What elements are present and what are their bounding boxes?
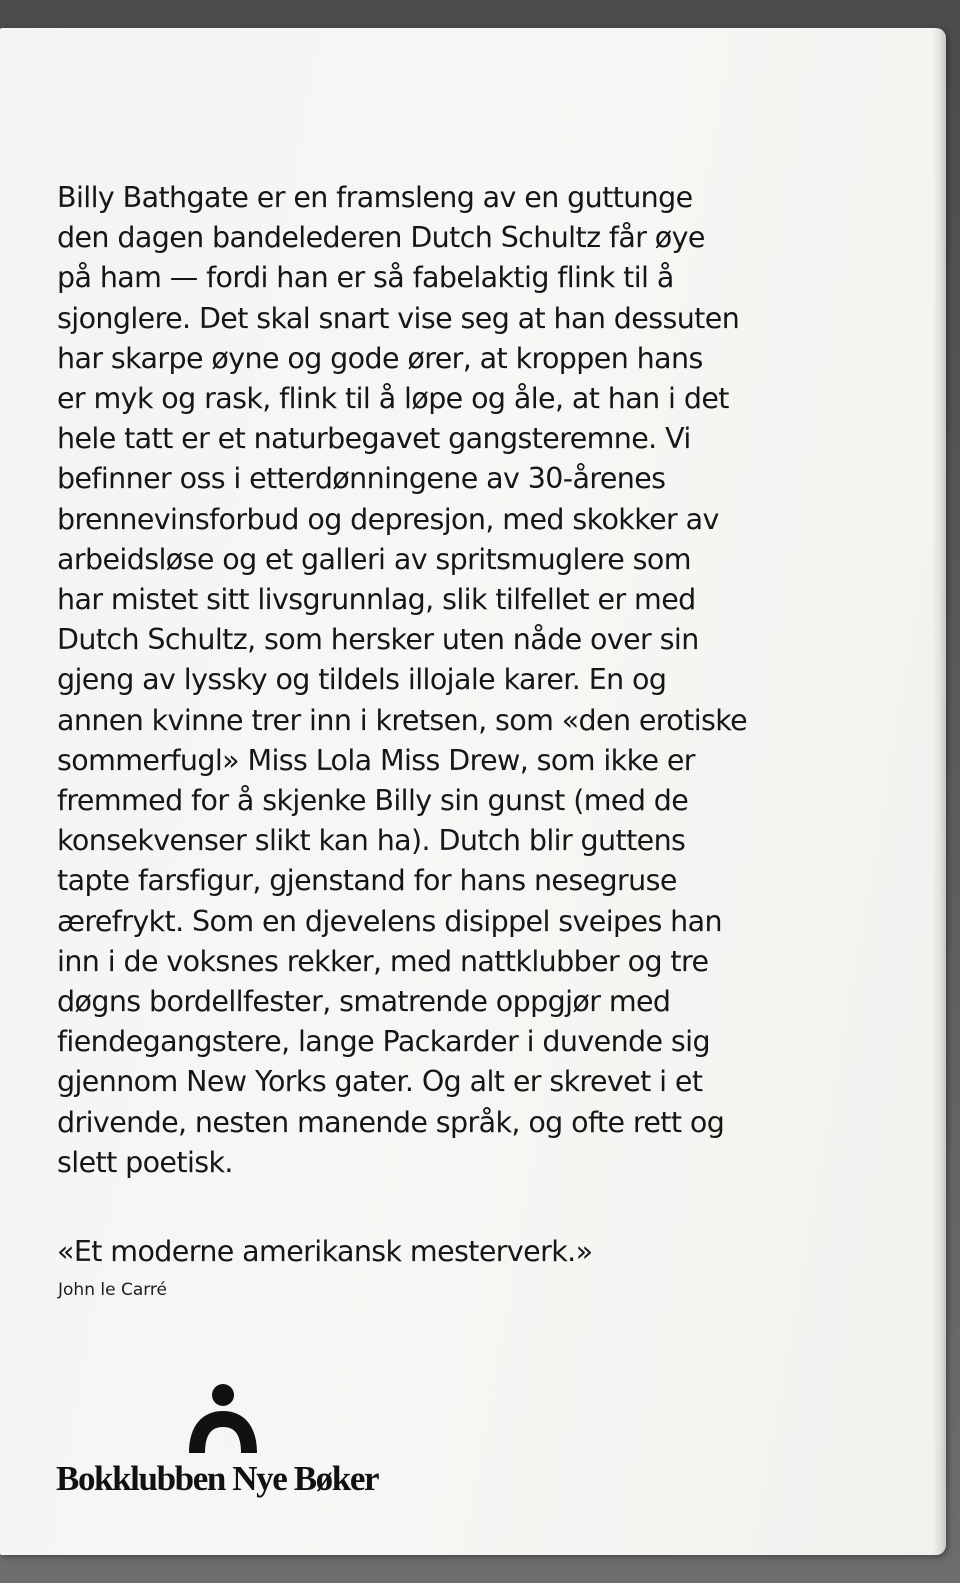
- quote-attribution: John le Carré: [58, 1280, 168, 1300]
- bokklubben-logo-icon: [183, 1383, 263, 1455]
- blurb-line: fremmed for å skjenke Billy sin gunst (med de: [57, 784, 689, 818]
- cover-edge-shadow: [932, 28, 946, 1555]
- blurb-line: Billy Bathgate er en framsleng av en guttunge: [57, 181, 693, 214]
- blurb-text: [57, 178, 867, 1183]
- blurb-line: ærefrykt. Som en djevelens disippel sveipes han: [57, 904, 722, 938]
- blurb-line: døgns bordellfester, smatrende oppgjør med: [57, 985, 671, 1019]
- blurb-line: befinner oss i etterdønningene av 30-årenes: [57, 462, 666, 496]
- blurb-line: konsekvenser slikt kan ha). Dutch blir guttens: [57, 824, 686, 858]
- blurb-line: Dutch Schultz, som hersker uten nåde over sin: [57, 623, 699, 657]
- review-quote: «Et moderne amerikansk mesterverk.»: [57, 1235, 593, 1268]
- blurb-line: sommerfugl» Miss Lola Miss Drew, som ikke er: [57, 743, 695, 777]
- blurb-line: har skarpe øyne og gode ører, at kroppen hans: [57, 341, 703, 375]
- blurb-line: gjeng av lyssky og tildels illojale karer. En og: [57, 663, 667, 697]
- blurb-line: slett poetisk.: [57, 1145, 233, 1179]
- blurb-line: har mistet sitt livsgrunnlag, slik tilfellet er med: [57, 583, 696, 617]
- blurb-line: inn i de voksnes rekker, med nattklubber og tre: [57, 944, 709, 978]
- publisher-name: Bokklubben Nye Bøker: [56, 1459, 379, 1498]
- blurb-line: tapte farsfigur, gjenstand for hans nesegruse: [57, 864, 677, 898]
- blurb-line: på ham — fordi han er så fabelaktig flink til å: [57, 261, 674, 295]
- blurb-line: sjonglere. Det skal snart vise seg at han dessuten: [57, 301, 740, 335]
- blurb-line: brennevinsforbud og depresjon, med skokker av: [57, 502, 719, 536]
- blurb-line: fiendegangstere, lange Packarder i duvende sig: [57, 1025, 710, 1059]
- blurb-line: er myk og rask, flink til å løpe og åle, at han i det: [57, 382, 729, 416]
- blurb-line: drivende, nesten manende språk, og ofte rett og: [57, 1105, 725, 1139]
- blurb-line: den dagen bandelederen Dutch Schultz får øye: [57, 221, 705, 255]
- blurb-line: hele tatt er et naturbegavet gangsteremne. Vi: [57, 422, 691, 456]
- blurb-line: arbeidsløse og et galleri av spritsmuglere som: [57, 542, 691, 576]
- blurb-line: gjennom New Yorks gater. Og alt er skrevet i et: [57, 1065, 703, 1099]
- blurb-line: annen kvinne trer inn i kretsen, som «den erotiske: [57, 703, 748, 737]
